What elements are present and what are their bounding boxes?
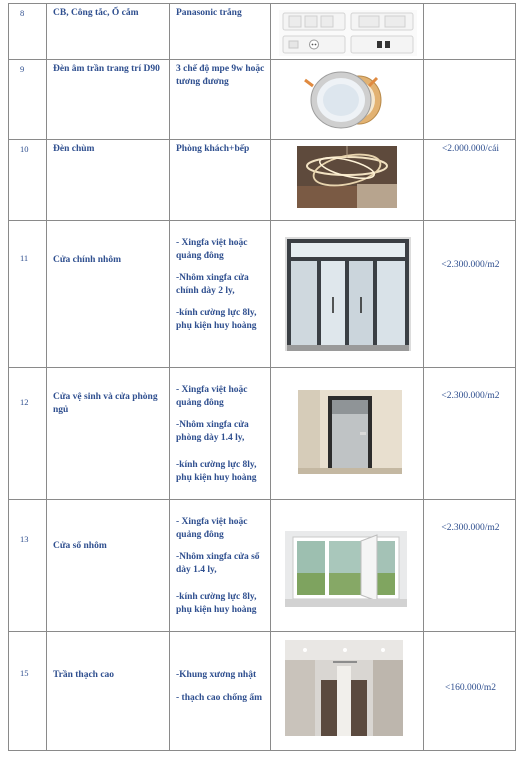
item-image-cell	[270, 140, 423, 220]
window-image	[285, 531, 407, 607]
spec-line: - Xingfa việt hoặc quảng đông	[176, 238, 248, 261]
table-row	[8, 140, 516, 221]
spec-line: Panasonic trắng	[176, 8, 242, 18]
row-number: 12	[20, 397, 29, 407]
spec-line: - thạch cao chống ẩm	[176, 693, 263, 703]
item-price: <2.000.000/cái	[423, 140, 517, 220]
item-price: <2.300.000/m2	[423, 500, 517, 631]
item-name: Trần thạch cao	[46, 632, 169, 750]
item-spec	[169, 140, 270, 220]
table-row	[8, 60, 516, 140]
bathroom-door-image	[298, 390, 402, 474]
table-row	[8, 221, 516, 368]
spec-line: -Nhôm xingfa cửa phòng dày 1.4 ly,	[176, 420, 249, 443]
table-row	[8, 3, 516, 60]
item-image-cell	[270, 4, 423, 59]
item-price: <160.000/m2	[423, 632, 517, 750]
spec-line: - Xingfa việt hoặc quảng đông	[176, 385, 248, 408]
table-row	[8, 368, 516, 500]
item-spec	[169, 60, 270, 139]
item-name: Cửa sổ nhôm	[46, 500, 169, 631]
item-price	[423, 60, 517, 139]
main-door-image	[285, 237, 411, 351]
materials-table	[8, 3, 516, 751]
item-name: Đèn âm trần trang trí D90	[46, 60, 169, 139]
gypsum-ceiling-image	[285, 640, 403, 736]
spec-line: -kính cường lực 8ly, phụ kiện huy hoàng	[176, 460, 257, 483]
spec-line: -Khung xương nhật	[176, 670, 257, 680]
table-row	[8, 632, 516, 751]
item-name: CB, Công tắc, Ổ cắm	[46, 4, 169, 59]
chandelier-image	[297, 146, 397, 208]
spec-line: 3 chế độ mpe 9w hoặc tương đương	[176, 64, 265, 87]
row-number: 15	[20, 668, 29, 678]
row-number: 10	[20, 144, 29, 154]
item-spec	[169, 500, 270, 631]
item-name: Cửa chính nhôm	[46, 221, 169, 367]
table-row	[8, 500, 516, 632]
item-image-cell	[270, 368, 423, 499]
item-image-cell	[270, 60, 423, 139]
spec-line: -Nhôm xingfa cửa chính dày 2 ly,	[176, 273, 249, 296]
spec-line: -kính cường lực 8ly, phụ kiện huy hoàng	[176, 308, 257, 331]
row-number: 8	[20, 8, 25, 18]
row-number: 13	[20, 534, 29, 544]
item-spec	[169, 4, 270, 59]
item-image-cell	[270, 500, 423, 631]
item-image-cell	[270, 632, 423, 750]
spec-line: Phòng khách+bếp	[176, 144, 250, 154]
item-spec	[169, 632, 270, 750]
switch-sockets-image	[279, 10, 417, 56]
row-number: 9	[20, 64, 25, 74]
item-name: Đèn chùm	[46, 140, 169, 220]
downlight-image	[299, 66, 395, 132]
item-price	[423, 4, 517, 59]
item-spec	[169, 368, 270, 499]
spec-line: -kính cường lực 8ly, phụ kiện huy hoàng	[176, 592, 257, 615]
item-price: <2.300.000/m2	[423, 221, 517, 367]
spec-line: - Xingfa việt hoặc quảng đông	[176, 517, 248, 540]
item-spec	[169, 221, 270, 367]
item-image-cell	[270, 221, 423, 367]
spec-line: -Nhôm xingfa cửa sổ dày 1.4 ly,	[176, 552, 260, 575]
item-name: Cửa vệ sinh và cửa phòng ngủ	[46, 368, 169, 499]
row-number: 11	[20, 253, 29, 263]
item-price: <2.300.000/m2	[423, 368, 517, 499]
